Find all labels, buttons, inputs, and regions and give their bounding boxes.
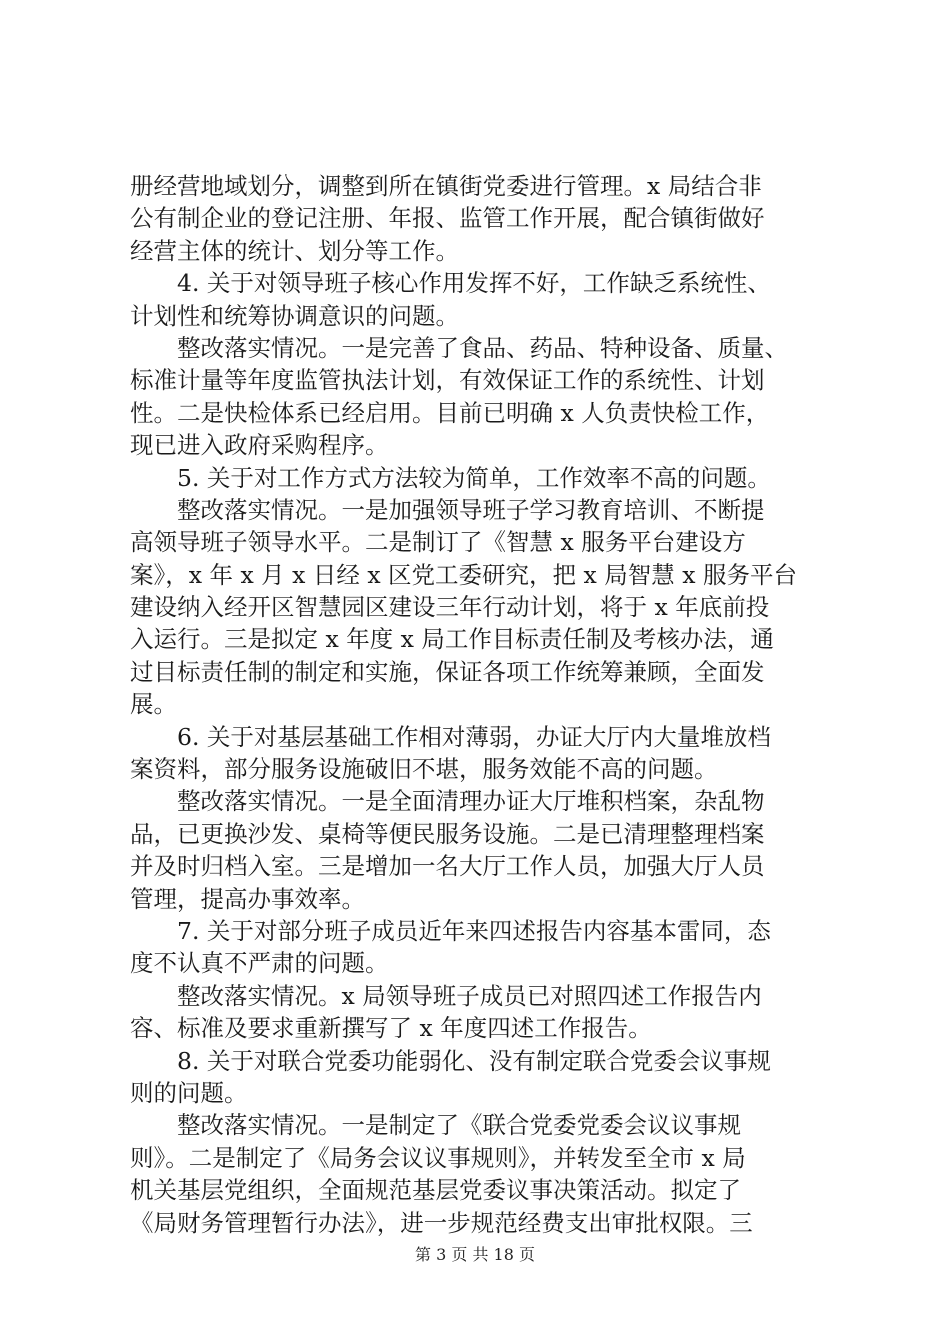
text-line: 则》。二是制定了《局务会议议事规则》，并转发至全市 x 局 — [130, 1143, 746, 1172]
text-line: 8. 关于对联合党委功能弱化、没有制定联合党委会议事规 — [177, 1046, 771, 1075]
text-line: 标准计量等年度监管执法计划，有效保证工作的系统性、计划 — [130, 366, 765, 395]
text-line: 6. 关于对基层基础工作相对薄弱，办证大厅内大量堆放档 — [177, 722, 771, 751]
text-line: 5. 关于对工作方式方法较为简单，工作效率不高的问题。 — [177, 463, 771, 492]
text-line: 册经营地域划分，调整到所在镇街党委进行管理。x 局结合非 — [130, 172, 762, 200]
text-line: 并及时归档入室。三是增加一名大厅工作人员，加强大厅人员 — [130, 852, 765, 881]
text-line: 整改落实情况。一是加强领导班子学习教育培训、不断提 — [177, 495, 765, 524]
text-line: 入运行。三是拟定 x 年度 x 局工作目标责任制及考核办法，通 — [130, 625, 774, 654]
document-body — [130, 170, 850, 1239]
text-line: 整改落实情况。一是全面清理办证大厅堆积档案，杂乱物 — [177, 787, 765, 816]
text-line: 则的问题。 — [130, 1078, 248, 1107]
text-line: 经营主体的统计、划分等工作。 — [130, 236, 459, 265]
text-line: 《局财务管理暂行办法》，进一步规范经费支出审批权限。三 — [130, 1208, 753, 1237]
text-line: 整改落实情况。一是完善了食品、药品、特种设备、质量、 — [177, 333, 788, 362]
text-line: 度不认真不严肃的问题。 — [130, 949, 389, 978]
text-line: 7. 关于对部分班子成员近年来四述报告内容基本雷同，态 — [177, 916, 771, 945]
text-line: 公有制企业的登记注册、年报、监管工作开展，配合镇街做好 — [130, 204, 765, 233]
text-line: 性。二是快检体系已经启用。目前已明确 x 人负责快检工作， — [130, 398, 770, 427]
text-line: 整改落实情况。x 局领导班子成员已对照四述工作报告内 — [177, 981, 762, 1010]
text-line: 管理，提高办事效率。 — [130, 884, 365, 913]
text-line: 展。 — [130, 690, 177, 719]
text-line: 计划性和统筹协调意识的问题。 — [130, 301, 459, 330]
text-line: 机关基层党组织，全面规范基层党委议事决策活动。拟定了 — [130, 1176, 741, 1205]
text-line: 现已进入政府采购程序。 — [130, 431, 389, 460]
text-line: 4. 关于对领导班子核心作用发挥不好，工作缺乏系统性、 — [177, 269, 771, 298]
text-line: 案》，x 年 x 月 x 日经 x 区党工委研究，把 x 局智慧 x 服务平台 — [130, 560, 797, 589]
text-line: 容、标准及要求重新撰写了 x 年度四述工作报告。 — [130, 1014, 652, 1043]
text-line: 案资料，部分服务设施破旧不堪，服务效能不高的问题。 — [130, 755, 718, 784]
text-line: 建设纳入经开区智慧园区建设三年行动计划，将于 x 年底前投 — [130, 593, 770, 622]
text-line: 高领导班子领导水平。二是制订了《智慧 x 服务平台建设方 — [130, 528, 746, 557]
page-footer: 第 3 页 共 18 页 — [415, 1245, 535, 1264]
text-line: 过目标责任制的制定和实施，保证各项工作统筹兼顾，全面发 — [130, 657, 765, 686]
text-line: 整改落实情况。一是制定了《联合党委党委会议议事规 — [177, 1111, 741, 1140]
text-line: 品，已更换沙发、桌椅等便民服务设施。二是已清理整理档案 — [130, 819, 765, 848]
